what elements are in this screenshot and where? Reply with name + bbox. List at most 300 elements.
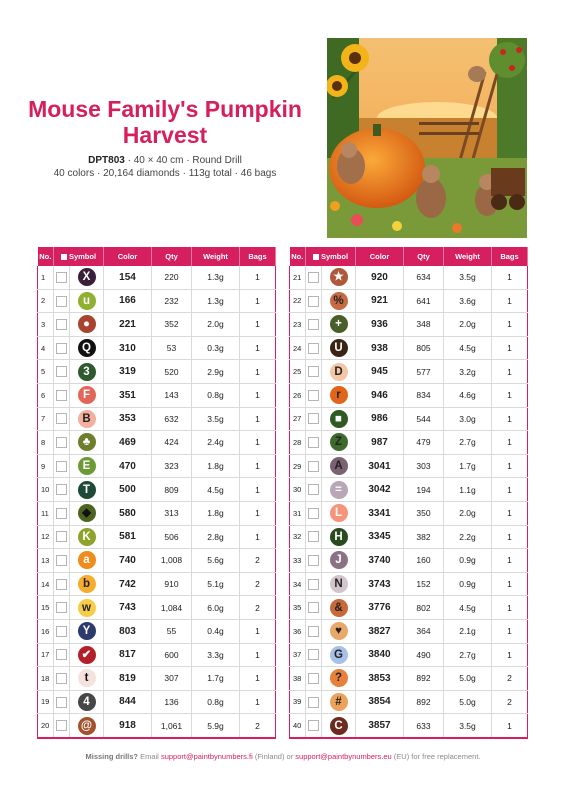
artwork-image	[327, 38, 527, 238]
quantity: 544	[404, 407, 444, 431]
color-code: 353	[104, 407, 152, 431]
color-table-body	[38, 266, 276, 738]
row-checkbox[interactable]	[308, 272, 319, 283]
weight: 3.5g	[192, 407, 240, 431]
weight: 2.4g	[192, 431, 240, 455]
quantity: 55	[152, 619, 192, 643]
quantity: 194	[404, 478, 444, 502]
row-checkbox[interactable]	[56, 555, 67, 566]
color-code: 221	[104, 313, 152, 337]
quantity: 313	[152, 501, 192, 525]
row-checkbox[interactable]	[308, 626, 319, 637]
row-checkbox[interactable]	[308, 461, 319, 472]
footer-text: Email	[138, 752, 161, 761]
symbol-badge: X	[78, 268, 96, 286]
row-checkbox[interactable]	[308, 649, 319, 660]
quantity: 633	[404, 714, 444, 738]
row-symbol-cell	[322, 383, 356, 407]
row-checkbox-cell	[54, 289, 70, 313]
color-code: 742	[104, 572, 152, 596]
row-checkbox[interactable]	[308, 555, 319, 566]
quantity: 1,008	[152, 549, 192, 573]
weight: 0.9g	[444, 549, 492, 573]
row-symbol-cell	[70, 667, 104, 691]
row-symbol-cell	[70, 383, 104, 407]
row-checkbox-cell	[54, 501, 70, 525]
row-symbol-cell	[70, 289, 104, 313]
row-number: 20	[38, 714, 54, 738]
bags: 1	[492, 619, 528, 643]
row-checkbox[interactable]	[56, 390, 67, 401]
header-weight: Weight	[192, 247, 240, 266]
row-checkbox[interactable]	[56, 673, 67, 684]
symbol-badge: ?	[330, 669, 348, 687]
bags: 1	[492, 313, 528, 337]
row-number: 36	[290, 619, 306, 643]
bags: 1	[240, 313, 276, 337]
bags: 1	[492, 407, 528, 431]
quantity: 634	[404, 266, 444, 289]
quantity: 1,084	[152, 596, 192, 620]
quantity: 506	[152, 525, 192, 549]
symbol-badge: C	[330, 717, 348, 735]
row-number: 30	[290, 478, 306, 502]
quantity: 809	[152, 478, 192, 502]
weight: 4.5g	[444, 596, 492, 620]
quantity: 152	[404, 572, 444, 596]
artwork-preview	[327, 38, 527, 238]
row-checkbox-cell	[54, 431, 70, 455]
row-checkbox[interactable]	[56, 602, 67, 613]
table-row	[290, 478, 528, 502]
row-number: 31	[290, 501, 306, 525]
table-row	[38, 431, 276, 455]
weight: 0.4g	[192, 619, 240, 643]
symbol-badge: ✔	[78, 646, 96, 664]
symbol-badge: B	[78, 410, 96, 428]
row-checkbox[interactable]	[308, 343, 319, 354]
row-number: 32	[290, 525, 306, 549]
row-number: 19	[38, 690, 54, 714]
row-checkbox[interactable]	[56, 484, 67, 495]
row-number: 28	[290, 431, 306, 455]
bags: 2	[492, 667, 528, 691]
bags: 1	[492, 454, 528, 478]
row-checkbox[interactable]	[56, 413, 67, 424]
color-code: 986	[356, 407, 404, 431]
bags: 2	[492, 690, 528, 714]
row-checkbox[interactable]	[56, 366, 67, 377]
weight: 0.3g	[192, 336, 240, 360]
symbol-badge: N	[330, 575, 348, 593]
weight: 2.7g	[444, 643, 492, 667]
row-checkbox[interactable]	[56, 626, 67, 637]
row-number: 24	[290, 336, 306, 360]
row-number: 7	[38, 407, 54, 431]
table-row	[290, 336, 528, 360]
row-checkbox[interactable]	[56, 343, 67, 354]
bags: 1	[492, 478, 528, 502]
row-number: 15	[38, 596, 54, 620]
table-row	[38, 383, 276, 407]
row-number: 23	[290, 313, 306, 337]
row-checkbox-cell	[54, 336, 70, 360]
symbol-badge: 4	[78, 693, 96, 711]
row-checkbox[interactable]	[308, 673, 319, 684]
quantity: 160	[404, 549, 444, 573]
page-title: Mouse Family's Pumpkin Harvest	[28, 96, 302, 148]
row-checkbox[interactable]	[56, 697, 67, 708]
color-code: 154	[104, 266, 152, 289]
row-checkbox-cell	[54, 407, 70, 431]
row-checkbox-cell	[54, 454, 70, 478]
table-row	[38, 690, 276, 714]
table-header-row	[38, 247, 276, 266]
bags: 2	[240, 572, 276, 596]
row-checkbox[interactable]	[308, 319, 319, 330]
weight: 2.8g	[192, 525, 240, 549]
quantity: 802	[404, 596, 444, 620]
row-symbol-cell	[322, 643, 356, 667]
color-code: 936	[356, 313, 404, 337]
quantity: 600	[152, 643, 192, 667]
bags: 1	[240, 501, 276, 525]
row-number: 29	[290, 454, 306, 478]
support-email-fi-link[interactable]: support@paintbynumbers.fi	[160, 752, 253, 761]
color-code: 581	[104, 525, 152, 549]
table-row	[38, 266, 276, 289]
color-code: 3827	[356, 619, 404, 643]
row-number: 8	[38, 431, 54, 455]
row-checkbox[interactable]	[308, 579, 319, 590]
symbol-badge: Y	[78, 622, 96, 640]
quantity: 424	[152, 431, 192, 455]
symbol-badge: =	[330, 481, 348, 499]
symbol-badge: ◆	[78, 504, 96, 522]
row-checkbox[interactable]	[56, 508, 67, 519]
row-number: 3	[38, 313, 54, 337]
row-checkbox-cell	[54, 714, 70, 738]
quantity: 1,061	[152, 714, 192, 738]
symbol-badge: ★	[330, 268, 348, 286]
color-code: 3857	[356, 714, 404, 738]
color-code: 740	[104, 549, 152, 573]
row-symbol-cell	[322, 596, 356, 620]
color-code: 3740	[356, 549, 404, 573]
symbol-badge: b	[78, 575, 96, 593]
color-code: 844	[104, 690, 152, 714]
quantity: 834	[404, 383, 444, 407]
row-number: 14	[38, 572, 54, 596]
weight: 2.0g	[192, 313, 240, 337]
symbol-badge: &	[330, 599, 348, 617]
row-number: 40	[290, 714, 306, 738]
weight: 0.8g	[192, 690, 240, 714]
color-code: 470	[104, 454, 152, 478]
header-weight: Weight	[444, 247, 492, 266]
color-code: 469	[104, 431, 152, 455]
bags: 1	[240, 431, 276, 455]
color-table-left	[37, 247, 276, 739]
row-checkbox-cell	[306, 596, 322, 620]
row-symbol-cell	[322, 478, 356, 502]
weight: 5.0g	[444, 667, 492, 691]
row-checkbox[interactable]	[308, 413, 319, 424]
header-symbol: Symbol	[306, 247, 356, 266]
row-symbol-cell	[322, 360, 356, 384]
color-code: 819	[104, 667, 152, 691]
support-email-eu-link[interactable]: support@paintbynumbers.eu	[295, 752, 392, 761]
row-number: 35	[290, 596, 306, 620]
row-checkbox[interactable]	[308, 390, 319, 401]
symbol-badge: J	[330, 551, 348, 569]
symbol-badge: @	[78, 717, 96, 735]
quantity: 910	[152, 572, 192, 596]
bags: 1	[240, 454, 276, 478]
row-number: 16	[38, 619, 54, 643]
row-symbol-cell	[70, 619, 104, 643]
weight: 4.5g	[444, 336, 492, 360]
weight: 2.1g	[444, 619, 492, 643]
row-symbol-cell	[70, 313, 104, 337]
row-number: 1	[38, 266, 54, 289]
bags: 1	[240, 407, 276, 431]
row-symbol-cell	[322, 454, 356, 478]
color-code: 3854	[356, 690, 404, 714]
row-checkbox-cell	[54, 619, 70, 643]
row-symbol-cell	[322, 431, 356, 455]
weight: 2.2g	[444, 525, 492, 549]
quantity: 479	[404, 431, 444, 455]
color-code: 3776	[356, 596, 404, 620]
product-code: DPT803	[88, 155, 125, 166]
table-row	[38, 336, 276, 360]
row-checkbox-cell	[306, 667, 322, 691]
symbol-badge: t	[78, 669, 96, 687]
symbol-badge: r	[330, 386, 348, 404]
row-checkbox-cell	[306, 478, 322, 502]
row-checkbox[interactable]	[56, 296, 67, 307]
weight: 5.9g	[192, 714, 240, 738]
table-row	[38, 525, 276, 549]
weight: 3.5g	[444, 266, 492, 289]
bags: 1	[240, 266, 276, 289]
weight: 6.0g	[192, 596, 240, 620]
weight: 1.8g	[192, 501, 240, 525]
color-code: 987	[356, 431, 404, 455]
bags: 1	[492, 289, 528, 313]
table-row	[38, 478, 276, 502]
weight: 1.3g	[192, 289, 240, 313]
table-row	[38, 714, 276, 738]
symbol-badge: u	[78, 292, 96, 310]
symbol-badge: ●	[78, 315, 96, 333]
row-checkbox-cell	[306, 572, 322, 596]
row-checkbox[interactable]	[308, 602, 319, 613]
bags: 1	[240, 690, 276, 714]
weight: 1.1g	[444, 478, 492, 502]
symbol-badge: H	[330, 528, 348, 546]
row-symbol-cell	[70, 407, 104, 431]
row-symbol-cell	[70, 643, 104, 667]
row-checkbox[interactable]	[56, 531, 67, 542]
quantity: 323	[152, 454, 192, 478]
symbol-badge: T	[78, 481, 96, 499]
table-row	[38, 619, 276, 643]
quantity: 350	[404, 501, 444, 525]
quantity: 53	[152, 336, 192, 360]
header-bags: Bags	[492, 247, 528, 266]
row-symbol-cell	[70, 454, 104, 478]
table-row	[290, 360, 528, 384]
bags: 1	[240, 525, 276, 549]
row-checkbox[interactable]	[308, 366, 319, 377]
color-code: 580	[104, 501, 152, 525]
row-number: 10	[38, 478, 54, 502]
header-qty: Qty	[152, 247, 192, 266]
row-checkbox[interactable]	[56, 579, 67, 590]
header-qty: Qty	[404, 247, 444, 266]
color-code: 920	[356, 266, 404, 289]
color-code: 3853	[356, 667, 404, 691]
row-checkbox-cell	[306, 383, 322, 407]
symbol-badge: U	[330, 339, 348, 357]
row-checkbox-cell	[306, 525, 322, 549]
row-number: 4	[38, 336, 54, 360]
row-checkbox-cell	[306, 643, 322, 667]
row-symbol-cell	[322, 572, 356, 596]
weight: 4.5g	[192, 478, 240, 502]
bags: 1	[240, 360, 276, 384]
row-checkbox[interactable]	[56, 272, 67, 283]
color-table-right	[289, 247, 528, 739]
weight: 0.9g	[444, 572, 492, 596]
row-checkbox-cell	[306, 431, 322, 455]
color-code: 3341	[356, 501, 404, 525]
quantity: 892	[404, 667, 444, 691]
weight: 3.5g	[444, 714, 492, 738]
row-number: 2	[38, 289, 54, 313]
meta-line-2: 40 colors · 20,164 diamonds · 113g total · 46 bags	[53, 168, 277, 179]
row-checkbox-cell	[54, 478, 70, 502]
symbol-badge: L	[330, 504, 348, 522]
color-code: 3042	[356, 478, 404, 502]
quantity: 352	[152, 313, 192, 337]
row-number: 39	[290, 690, 306, 714]
row-number: 18	[38, 667, 54, 691]
header-color: Color	[104, 247, 152, 266]
row-symbol-cell	[322, 266, 356, 289]
row-number: 22	[290, 289, 306, 313]
row-number: 21	[290, 266, 306, 289]
table-row	[38, 596, 276, 620]
row-number: 33	[290, 549, 306, 573]
weight: 0.8g	[192, 383, 240, 407]
row-symbol-cell	[322, 619, 356, 643]
row-symbol-cell	[322, 336, 356, 360]
bags: 1	[492, 383, 528, 407]
bags: 1	[492, 596, 528, 620]
row-checkbox-cell	[306, 313, 322, 337]
footer-text: (EU) for free replacement.	[391, 752, 481, 761]
row-checkbox-cell	[306, 454, 322, 478]
row-checkbox[interactable]	[308, 437, 319, 448]
quantity: 632	[152, 407, 192, 431]
symbol-badge: Q	[78, 339, 96, 357]
row-checkbox[interactable]	[308, 697, 319, 708]
row-checkbox[interactable]	[308, 508, 319, 519]
row-checkbox[interactable]	[308, 296, 319, 307]
symbol-badge: Z	[330, 433, 348, 451]
row-checkbox[interactable]	[56, 319, 67, 330]
weight: 1.8g	[192, 454, 240, 478]
row-symbol-cell	[322, 549, 356, 573]
weight: 1.7g	[192, 667, 240, 691]
row-symbol-cell	[322, 501, 356, 525]
bags: 1	[492, 525, 528, 549]
row-checkbox[interactable]	[56, 649, 67, 660]
row-checkbox[interactable]	[308, 720, 319, 731]
row-checkbox[interactable]	[308, 484, 319, 495]
row-checkbox[interactable]	[56, 720, 67, 731]
color-code: 3840	[356, 643, 404, 667]
color-code: 310	[104, 336, 152, 360]
table-row	[290, 572, 528, 596]
row-checkbox-cell	[306, 549, 322, 573]
table-row	[290, 549, 528, 573]
row-checkbox[interactable]	[56, 461, 67, 472]
weight: 4.6g	[444, 383, 492, 407]
row-symbol-cell	[322, 289, 356, 313]
row-symbol-cell	[70, 360, 104, 384]
row-checkbox-cell	[54, 383, 70, 407]
color-code: 3345	[356, 525, 404, 549]
table-row	[290, 454, 528, 478]
color-code: 166	[104, 289, 152, 313]
quantity: 220	[152, 266, 192, 289]
row-checkbox-cell	[54, 313, 70, 337]
row-number: 12	[38, 525, 54, 549]
header-no: No.	[290, 247, 306, 266]
color-code: 351	[104, 383, 152, 407]
row-checkbox-cell	[306, 266, 322, 289]
color-code: 918	[104, 714, 152, 738]
quantity: 520	[152, 360, 192, 384]
symbol-badge: A	[330, 457, 348, 475]
table-row	[290, 643, 528, 667]
row-number: 5	[38, 360, 54, 384]
row-symbol-cell	[70, 572, 104, 596]
symbol-badge: %	[330, 292, 348, 310]
row-checkbox-cell	[54, 643, 70, 667]
row-symbol-cell	[70, 431, 104, 455]
weight: 5.1g	[192, 572, 240, 596]
bags: 1	[492, 336, 528, 360]
row-checkbox-cell	[54, 596, 70, 620]
table-row	[38, 549, 276, 573]
row-checkbox[interactable]	[308, 531, 319, 542]
row-checkbox-cell	[54, 360, 70, 384]
row-checkbox-cell	[54, 266, 70, 289]
quantity: 805	[404, 336, 444, 360]
table-row	[290, 383, 528, 407]
color-table-body	[290, 266, 528, 738]
row-checkbox[interactable]	[56, 437, 67, 448]
table-row	[290, 431, 528, 455]
symbol-badge: G	[330, 646, 348, 664]
table-row	[290, 596, 528, 620]
table-row	[290, 714, 528, 738]
